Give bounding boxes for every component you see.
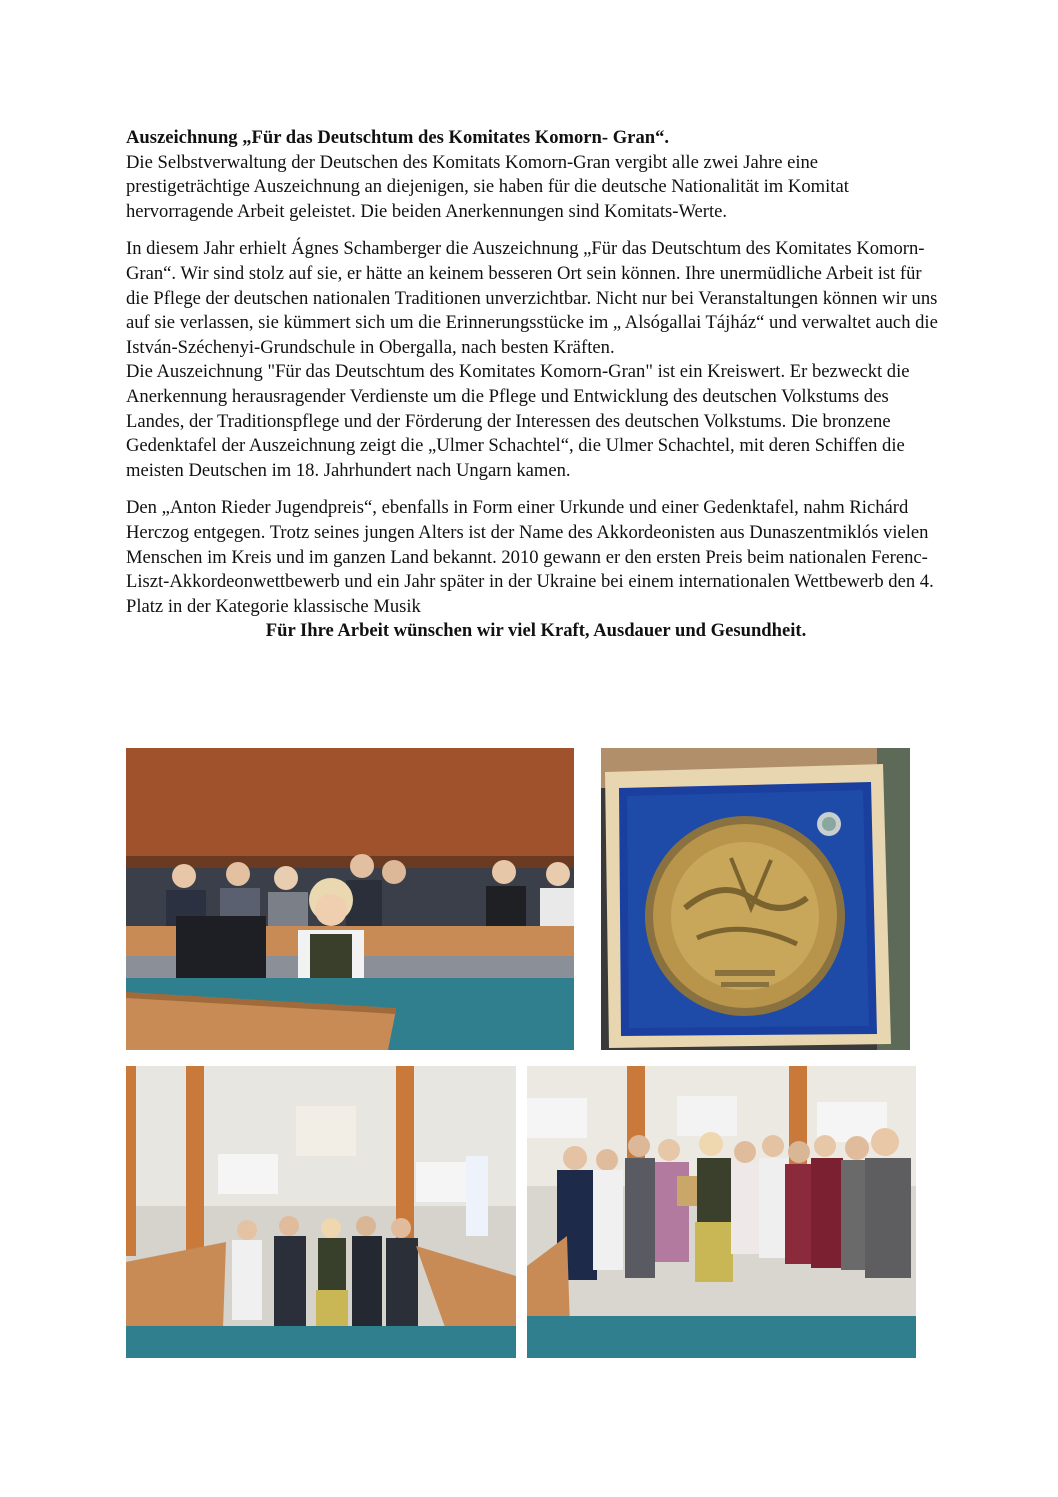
paragraph-intro: Die Selbstverwaltung der Deutschen des Komitats Komorn-Gran vergibt alle zwei Jahre eine prestigeträchtige Auszeichnung an diejenigen, sie haben für die deutsche Nationalität im Komitat hervorragende Arbeit geleistet. Die beiden Anerkennungen sind Komitats-Werte. (126, 151, 849, 222)
paragraph-youth-prize: Den „Anton Rieder Jugendpreis“, ebenfalls in Form einer Urkunde und einer Gedenktafel, nahm Richárd Herczog entgegen. Trotz seines jungen Alters ist der Name des Akkordeonisten aus Dunaszentmiklós vielen Menschen im Kreis und im ganzen Land bekannt. 2010 gewann er den ersten Preis beim nationalen Ferenc-Liszt-Akkordeonwettbewerb und ein Jahr später in der Ukraine bei einem internationalen Wettbewerb den 4. Platz in der Kategorie klassische Musik (126, 497, 934, 617)
photo-honoree-seated (126, 748, 574, 1050)
photo-group-celebration (527, 1066, 916, 1358)
article-title: Auszeichnung „Für das Deutschtum des Komitates Komorn- Gran“. (126, 127, 670, 148)
photo-group-honorees (126, 1066, 516, 1358)
photo-bronze-medal (601, 748, 910, 1050)
closing-wish: Für Ihre Arbeit wünschen wir viel Kraft, Ausdauer und Gesundheit. (265, 620, 807, 642)
article (126, 126, 946, 644)
paragraph-schamberger: In diesem Jahr erhielt Ágnes Schamberger die Auszeichnung „Für das Deutschtum des Komitates Komorn- Gran“. Wir sind stolz auf sie, er hätte an keinem besseren Ort sein können. Ihre unermüdliche Arbeit ist für die Pflege der deutschen nationalen Traditionen unverzichtbar. Nicht nur bei Veranstaltungen können wir uns auf sie verlassen, sie kümmert sich um die Erinnerungsstücke im „ Alsógallai Tájház“ und verwaltet auch die István-Széchenyi-Grundschule in Obergalla, nach besten Kräften. (126, 238, 938, 358)
paragraph-award-description: Die Auszeichnung "Für das Deutschtum des Komitates Komorn-Gran" ist ein Kreiswert. Er bezweckt die Anerkennung herausragender Verdienste um die Pflege und Entwicklung des deutschen Volkstums des Landes, der Traditionspflege und der Förderung der Interessen des deutschen Volkstums. Die bronzene Gedenktafel der Auszeichnung zeigt die „Ulmer Schachtel“, die Ulmer Schachtel, mit deren Schiffen die meisten Deutschen im 18. Jahrhundert nach Ungarn kamen. (126, 361, 910, 481)
